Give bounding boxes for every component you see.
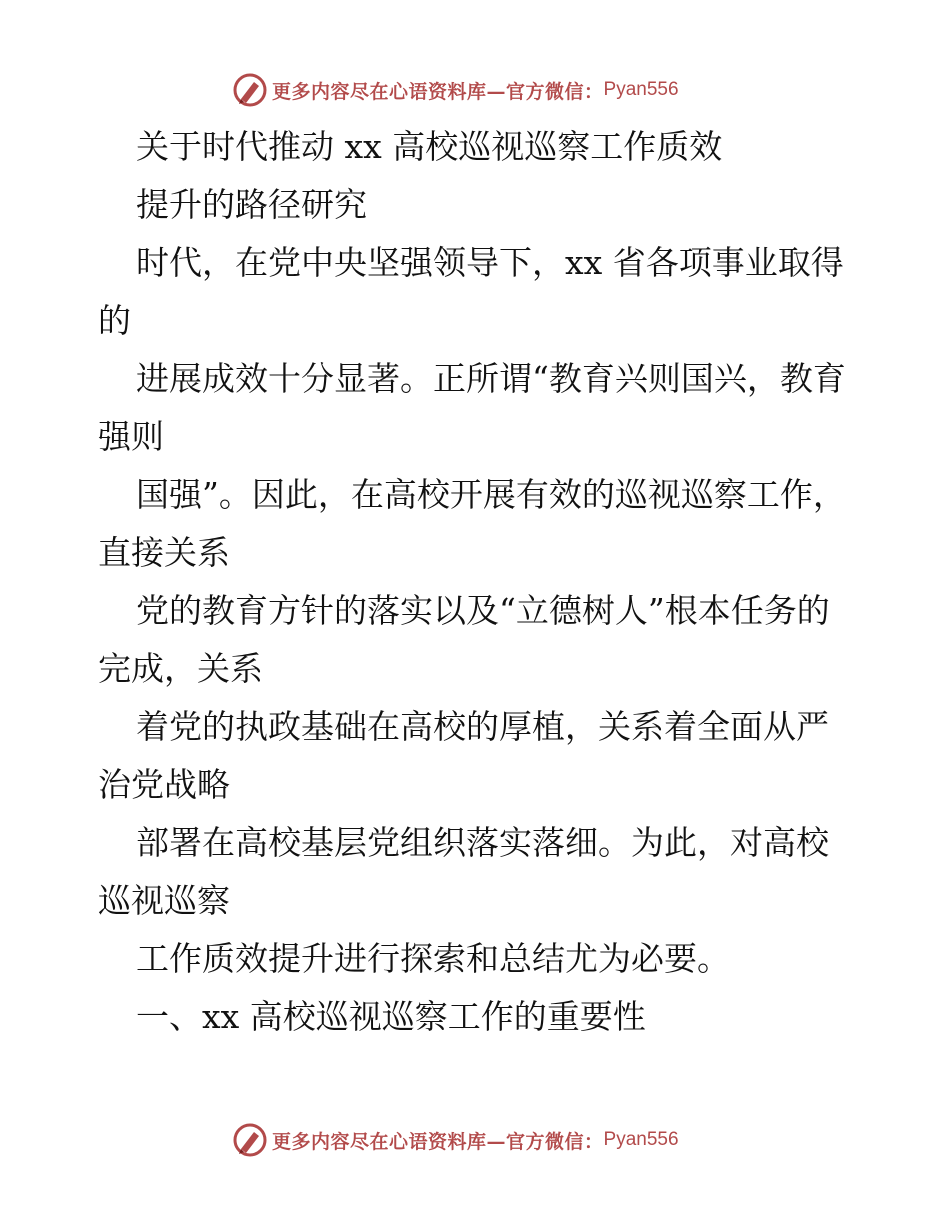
pen-logo-icon xyxy=(232,72,268,108)
doc-paragraph-line: 着党的执政基础在高校的厚植，关系着全面从严治党战略 xyxy=(98,707,829,804)
section-heading: 一、xx 高校巡视巡察工作的重要性 xyxy=(136,997,646,1036)
document-body xyxy=(98,118,858,1046)
header-wechat-id: Pyan556 xyxy=(603,79,679,100)
doc-paragraph-line: 部署在高校基层党组织落实落细。为此，对高校巡视巡察 xyxy=(98,823,829,920)
header-banner[interactable] xyxy=(232,70,679,110)
doc-paragraph-line: 时代，在党中央坚强领导下，xx 省各项事业取得的 xyxy=(98,243,844,340)
footer-wechat-id: Pyan556 xyxy=(603,1129,679,1150)
doc-title-line-2: 提升的路径研究 xyxy=(136,185,367,224)
footer-banner[interactable] xyxy=(232,1120,679,1160)
pen-logo-icon xyxy=(232,1122,268,1158)
doc-paragraph-line: 国强”。因此，在高校开展有效的巡视巡察工作，直接关系 xyxy=(98,475,846,572)
header-banner-text: 更多内容尽在心语资料库—官方微信： xyxy=(272,80,604,103)
doc-title-line-1: 关于时代推动 xx 高校巡视巡察工作质效 xyxy=(136,127,723,166)
footer-banner-text: 更多内容尽在心语资料库—官方微信： xyxy=(272,1130,604,1153)
doc-paragraph-line: 党的教育方针的落实以及“立德树人”根本任务的完成，关系 xyxy=(98,591,830,688)
doc-paragraph-line: 工作质效提升进行探索和总结尤为必要。 xyxy=(136,939,730,978)
doc-paragraph-line: 进展成效十分显著。正所谓“教育兴则国兴，教育强则 xyxy=(98,359,846,456)
